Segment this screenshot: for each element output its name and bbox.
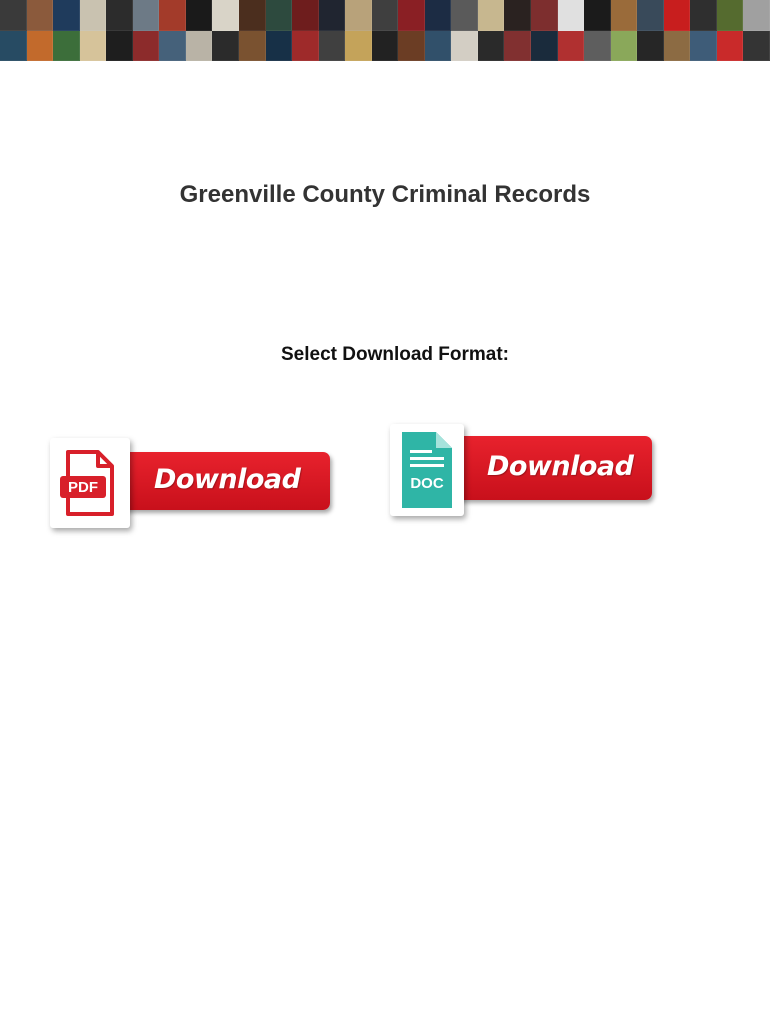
- poster-thumbnail: [558, 31, 585, 62]
- poster-thumbnail: [690, 31, 717, 62]
- poster-thumbnail: [372, 0, 399, 31]
- poster-thumbnail: [611, 31, 638, 62]
- download-doc-button[interactable]: [386, 420, 656, 518]
- poster-thumbnail: [743, 31, 770, 62]
- doc-file-icon: [390, 424, 464, 516]
- poster-thumbnail: [106, 0, 133, 31]
- poster-thumbnail: [53, 31, 80, 62]
- poster-thumbnail: [319, 31, 346, 62]
- poster-thumbnail: [504, 0, 531, 31]
- poster-thumbnail: [80, 0, 107, 31]
- poster-thumbnail: [558, 0, 585, 31]
- poster-thumbnail: [27, 0, 54, 31]
- poster-thumbnail: [27, 31, 54, 62]
- page-title: Greenville County Criminal Records: [179, 181, 591, 208]
- poster-thumbnail: [451, 31, 478, 62]
- select-format-heading: Select Download Format:: [280, 344, 510, 365]
- poster-thumbnail: [372, 31, 399, 62]
- poster-thumbnail: [133, 31, 160, 62]
- poster-thumbnail: [0, 0, 27, 31]
- poster-thumbnail: [611, 0, 638, 31]
- poster-thumbnail: [345, 0, 372, 31]
- poster-thumbnail: [425, 0, 452, 31]
- poster-thumbnail: [451, 0, 478, 31]
- pdf-badge-text: PDF: [68, 479, 98, 496]
- poster-thumbnail: [239, 0, 266, 31]
- poster-thumbnail: [531, 31, 558, 62]
- poster-thumbnail: [398, 0, 425, 31]
- poster-thumbnail: [319, 0, 346, 31]
- poster-thumbnail: [292, 31, 319, 62]
- poster-thumbnail: [266, 0, 293, 31]
- poster-thumbnail: [664, 31, 691, 62]
- poster-thumbnail: [159, 31, 186, 62]
- poster-thumbnail: [212, 31, 239, 62]
- poster-thumbnail: [584, 0, 611, 31]
- download-pdf-button[interactable]: [46, 432, 336, 530]
- pdf-file-icon: [50, 438, 130, 528]
- poster-thumbnail: [0, 31, 27, 62]
- poster-thumbnail: [637, 31, 664, 62]
- poster-thumbnail: [425, 31, 452, 62]
- poster-thumbnail: [106, 31, 133, 62]
- poster-thumbnail: [664, 0, 691, 31]
- poster-thumbnail: [584, 31, 611, 62]
- poster-thumbnail: [398, 31, 425, 62]
- download-doc-label: Download: [487, 451, 634, 482]
- poster-thumbnail: [717, 31, 744, 62]
- doc-badge-text: DOC: [410, 475, 444, 492]
- poster-thumbnail: [478, 0, 505, 31]
- poster-thumbnail: [637, 0, 664, 31]
- download-pdf-label: Download: [154, 464, 301, 495]
- poster-thumbnail: [690, 0, 717, 31]
- poster-thumbnail: [239, 31, 266, 62]
- poster-thumbnail: [186, 31, 213, 62]
- poster-thumbnail: [743, 0, 770, 31]
- poster-thumbnail: [504, 31, 531, 62]
- poster-thumbnail: [717, 0, 744, 31]
- poster-thumbnail: [345, 31, 372, 62]
- poster-thumbnail: [80, 31, 107, 62]
- poster-thumbnail: [266, 31, 293, 62]
- poster-thumbnail: [531, 0, 558, 31]
- poster-thumbnail: [159, 0, 186, 31]
- poster-thumbnail: [186, 0, 213, 31]
- poster-thumbnail: [212, 0, 239, 31]
- poster-thumbnail: [478, 31, 505, 62]
- poster-thumbnail: [53, 0, 80, 31]
- poster-thumbnail: [133, 0, 160, 31]
- movie-poster-banner: [0, 0, 770, 61]
- poster-thumbnail: [292, 0, 319, 31]
